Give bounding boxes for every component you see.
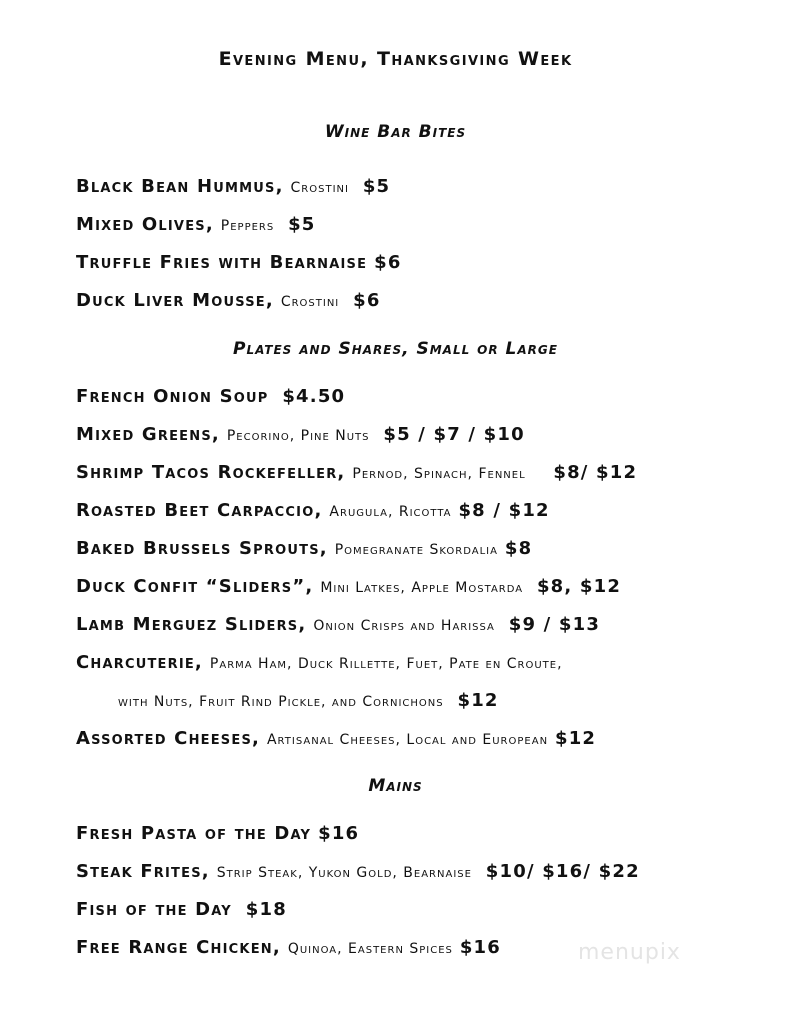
item-price: $5 xyxy=(288,214,316,235)
menu-item-roasted-beet-carpaccio xyxy=(76,499,550,524)
item-name: Duck Liver Mousse, xyxy=(76,290,274,311)
item-name: Steak Frites, xyxy=(76,861,210,882)
item-desc: Mini Latkes, Apple Mostarda xyxy=(320,580,524,596)
item-price: $9 / $13 xyxy=(508,614,601,635)
item-desc: Artisanal Cheeses, Local and European xyxy=(266,732,549,748)
item-name: Shrimp Tacos Rockefeller, xyxy=(76,462,346,483)
menu-item-free-range-chicken xyxy=(76,936,501,961)
menu-item-truffle-fries xyxy=(76,251,402,275)
item-desc: Pomegranate Skordalia xyxy=(334,542,498,558)
menu-item-mixed-greens xyxy=(76,423,525,448)
section-wine-bar-bites: Wine Bar Bites xyxy=(324,122,467,142)
item-price: $8 xyxy=(504,538,533,559)
item-name: Roasted Beet Carpaccio, xyxy=(76,500,323,521)
section-mains: Mains xyxy=(368,776,423,796)
section-plates-and-shares: Plates and Shares, Small or Large xyxy=(233,339,558,359)
item-price: $18 xyxy=(245,899,287,920)
item-desc: Strip Steak, Yukon Gold, Bearnaise xyxy=(216,865,472,881)
item-price: $5 / $7 / $10 xyxy=(383,424,525,445)
menu-item-mixed-olives xyxy=(76,213,316,238)
item-name: Lamb Merguez Sliders, xyxy=(76,614,307,635)
item-price: $6 xyxy=(353,290,381,311)
item-price: $8, $12 xyxy=(536,576,622,597)
item-desc: Pernod, Spinach, Fennel xyxy=(352,466,526,482)
item-price: $5 xyxy=(362,176,391,197)
item-name: Duck Confit “Sliders”, xyxy=(76,576,314,597)
menu-item-black-bean-hummus xyxy=(76,175,390,200)
item-name: Truffle Fries with Bearnaise xyxy=(76,252,368,273)
item-desc: Pecorino, Pine Nuts xyxy=(226,428,370,444)
menu-item-french-onion-soup xyxy=(76,385,345,409)
menu-title: Evening Menu, Thanksgiving Week xyxy=(218,48,573,70)
item-desc: Arugula, Ricotta xyxy=(329,504,452,520)
item-desc: Crostini xyxy=(290,180,349,196)
item-name: Mixed Greens, xyxy=(76,424,220,445)
item-name: Free Range Chicken, xyxy=(76,937,281,958)
item-price: $12 xyxy=(554,728,597,749)
menu-item-duck-liver-mousse xyxy=(76,289,381,314)
item-name: Charcuterie, xyxy=(76,652,203,673)
menu-item-charcuterie xyxy=(76,651,563,676)
menu-item-fresh-pasta xyxy=(76,822,359,846)
menu-item-steak-frites xyxy=(76,860,640,885)
item-price: $8/ $12 xyxy=(553,462,638,483)
menu-item-fish-of-the-day xyxy=(76,898,287,922)
item-name: Fresh Pasta of the Day xyxy=(76,823,312,844)
item-desc: with Nuts, Fruit Rind Pickle, and Cornichons xyxy=(118,694,444,710)
item-price: $16 xyxy=(318,823,360,844)
menu-item-shrimp-tacos xyxy=(76,461,637,486)
menu-item-lamb-merguez-sliders xyxy=(76,613,600,638)
item-desc: Peppers xyxy=(220,218,275,234)
watermark: menupix xyxy=(578,940,681,965)
item-name: Fish of the Day xyxy=(76,899,232,920)
item-price: $10/ $16/ $22 xyxy=(485,861,640,882)
menu-item-baked-brussels-sprouts xyxy=(76,537,532,562)
item-price: $12 xyxy=(457,690,499,711)
item-desc: Crostini xyxy=(280,294,340,310)
item-name: Baked Brussels Sprouts, xyxy=(76,538,328,559)
item-desc: Quinoa, Eastern Spices xyxy=(287,941,453,957)
item-price: $6 xyxy=(374,252,402,273)
item-desc: Onion Crisps and Harissa xyxy=(313,618,495,634)
item-price: $4.50 xyxy=(282,386,346,407)
menu-item-charcuterie-continued xyxy=(118,689,499,714)
item-name: Assorted Cheeses, xyxy=(76,728,261,749)
item-desc: Parma Ham, Duck Rillette, Fuet, Pate en Croute, xyxy=(209,656,563,672)
menu-item-assorted-cheeses xyxy=(76,727,596,752)
item-price: $16 xyxy=(459,937,501,958)
item-name: Mixed Olives, xyxy=(76,214,214,235)
item-name: Black Bean Hummus, xyxy=(76,176,284,197)
item-price: $8 / $12 xyxy=(458,500,550,521)
menu-item-duck-confit-sliders xyxy=(76,575,621,600)
item-name: French Onion Soup xyxy=(76,386,269,407)
